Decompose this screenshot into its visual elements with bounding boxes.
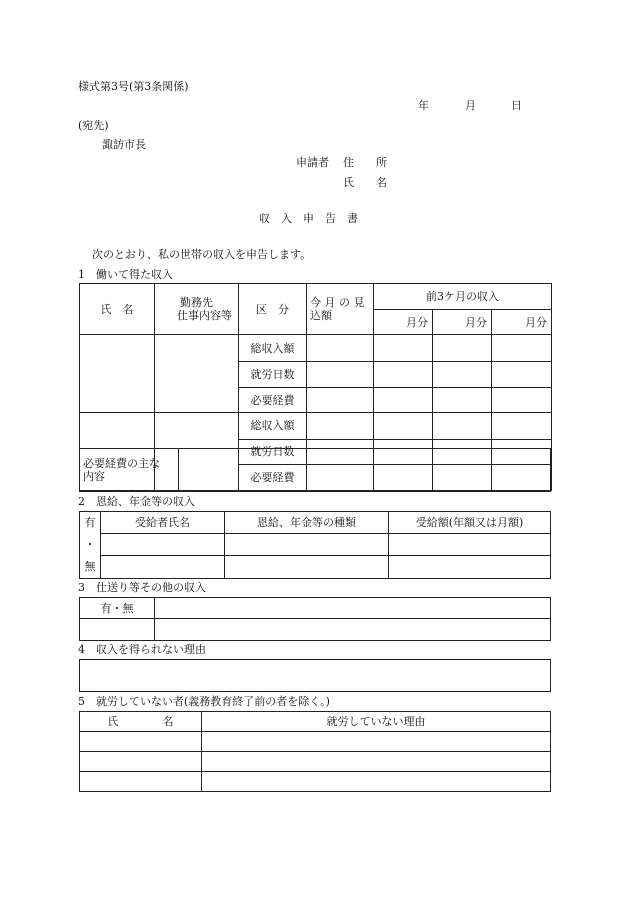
separator-dot: ・	[84, 538, 96, 551]
row-label-work-days: 就労日数	[239, 361, 307, 387]
section4-heading: 4 収入を得られない理由	[78, 643, 206, 656]
input-cell[interactable]	[155, 598, 551, 619]
col-header-expected-line1: 今 月 の 見	[310, 296, 365, 310]
input-cell[interactable]	[492, 361, 552, 387]
input-cell[interactable]	[307, 335, 374, 361]
col-header-month-3: 月分	[492, 310, 552, 335]
no-income-reason-table	[79, 659, 551, 692]
input-cell[interactable]	[101, 534, 225, 556]
row-label-expenses: 必要経費	[239, 464, 307, 490]
col-header-unemployed-reason: 就労していない理由	[202, 712, 551, 732]
input-cell[interactable]	[80, 732, 202, 752]
input-cell[interactable]	[80, 772, 202, 792]
date-year-label: 年	[418, 99, 429, 112]
input-cell[interactable]	[202, 772, 551, 792]
yes-option: 有	[84, 516, 96, 529]
document-title: 収 入 申 告 書	[259, 212, 358, 225]
expense-note-input[interactable]	[179, 449, 551, 492]
intro-text: 次のとおり、私の世帯の収入を申告します。	[92, 248, 312, 261]
input-cell[interactable]	[492, 413, 552, 439]
input-cell[interactable]	[433, 335, 492, 361]
input-cell[interactable]	[492, 335, 552, 361]
expense-note-label-line2: 内容	[83, 470, 105, 483]
input-cell[interactable]	[155, 619, 551, 641]
input-cell[interactable]	[80, 752, 202, 772]
col-header-expected	[307, 284, 374, 335]
col-header-employer-line1: 勤務先	[180, 296, 213, 310]
col-header-expected-line2: 込額	[310, 309, 332, 323]
addressee: 諏訪市長	[102, 138, 146, 151]
input-cell[interactable]	[307, 361, 374, 387]
pension-table	[79, 511, 551, 579]
section2-heading: 2 恩給、年金等の収入	[78, 495, 195, 508]
employer-cell-1[interactable]	[155, 335, 239, 413]
input-cell[interactable]	[225, 556, 389, 579]
col-header-month-2: 月分	[433, 310, 492, 335]
section1-heading: 1 働いて得た収入	[78, 268, 173, 281]
input-cell[interactable]	[433, 413, 492, 439]
col-header-employer	[155, 284, 239, 335]
input-cell[interactable]	[433, 361, 492, 387]
input-cell[interactable]	[374, 413, 433, 439]
form-number: 様式第3号(第3条関係)	[78, 80, 189, 93]
row-label-expenses: 必要経費	[239, 388, 307, 413]
unemployed-table	[79, 711, 551, 792]
input-cell[interactable]	[202, 732, 551, 752]
addressee-label: (宛先)	[78, 119, 109, 132]
section3-heading: 3 仕送り等その他の収入	[78, 581, 206, 594]
col-header-recipient: 受給者氏名	[101, 512, 225, 534]
col-header-amount: 受給額(年額又は月額)	[389, 512, 551, 534]
input-cell[interactable]	[80, 619, 155, 641]
col-header-category: 区 分	[239, 284, 307, 335]
row-label-work-days: 就労日数	[239, 439, 307, 464]
input-cell[interactable]	[374, 388, 433, 413]
expense-note-table	[79, 448, 551, 492]
no-option: 無	[84, 560, 96, 573]
yes-no-cell[interactable]	[80, 512, 101, 579]
input-cell[interactable]	[389, 534, 551, 556]
yes-no-option[interactable]: 有・無	[80, 598, 155, 619]
col-header-pension-type: 恩給、年金等の種類	[225, 512, 389, 534]
name-cell-1[interactable]	[80, 335, 155, 413]
input-cell[interactable]	[307, 388, 374, 413]
input-cell[interactable]	[225, 534, 389, 556]
input-cell[interactable]	[307, 413, 374, 439]
address-label: 住 所	[343, 156, 387, 169]
input-cell[interactable]	[374, 361, 433, 387]
input-cell[interactable]	[101, 556, 225, 579]
col-header-unemployed-name: 氏 名	[80, 712, 202, 732]
input-cell[interactable]	[202, 752, 551, 772]
applicant-label: 申請者	[296, 156, 329, 169]
input-cell[interactable]	[389, 556, 551, 579]
row-label-total-income: 総収入額	[239, 413, 307, 439]
col-header-employer-line2: 仕事内容等	[177, 309, 232, 323]
date-month-label: 月	[465, 99, 476, 112]
date-day-label: 日	[511, 99, 522, 112]
remittance-table	[79, 597, 551, 641]
col-header-name: 氏 名	[80, 284, 155, 335]
name-label: 氏 名	[343, 176, 387, 189]
row-label-total-income: 総収入額	[239, 335, 307, 361]
col-header-month-1: 月分	[374, 310, 433, 335]
no-income-reason-input[interactable]	[80, 660, 551, 692]
section5-heading: 5 就労していない者(義務教育終了前の者を除く。)	[78, 695, 330, 708]
col-header-past-income: 前3ケ月の収入	[374, 284, 552, 310]
input-cell[interactable]	[433, 388, 492, 413]
input-cell[interactable]	[492, 388, 552, 413]
expense-note-label-line1: 必要経費の主な	[83, 457, 160, 470]
input-cell[interactable]	[374, 335, 433, 361]
expense-note-label	[80, 449, 179, 492]
